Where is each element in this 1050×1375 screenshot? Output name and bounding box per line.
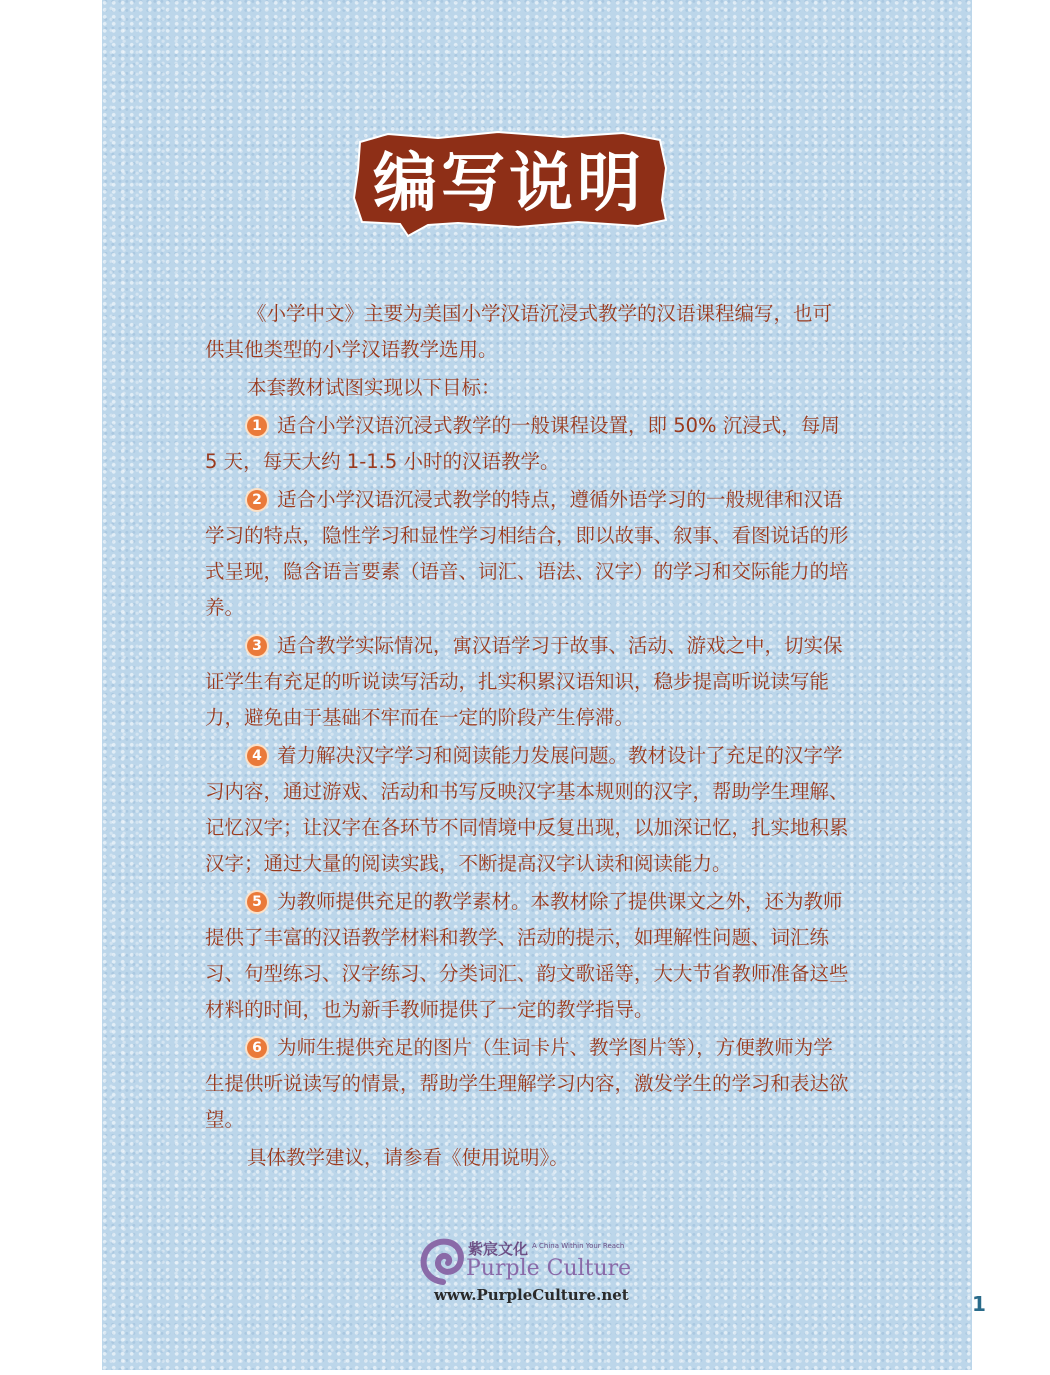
- number-badge-6: 6: [247, 1038, 267, 1058]
- watermark-url: www.PurpleCulture.net: [434, 1286, 629, 1304]
- swirl-logo-icon: [420, 1236, 466, 1286]
- goal-item: [205, 738, 850, 882]
- body-text: [205, 296, 850, 1178]
- goal-item: [205, 884, 850, 1028]
- page-title: 编写说明: [373, 147, 645, 221]
- goals-intro: 本套教材试图实现以下目标：: [247, 376, 501, 399]
- number-badge-1: 1: [247, 416, 267, 436]
- closing-paragraph: 具体教学建议，请参看《使用说明》。: [247, 1146, 569, 1169]
- title-badge: [348, 128, 670, 238]
- number-badge-3: 3: [247, 636, 267, 656]
- number-badge-4: 4: [247, 746, 267, 766]
- goal-item: [205, 1030, 850, 1138]
- goal-text: 为师生提供充足的图片（生词卡片、教学图片等），方便教师为学生提供听说读写的情景，帮助学生理解学习内容，激发学生的学习和表达欲望。: [205, 1036, 849, 1131]
- goal-item: [205, 482, 850, 626]
- page-number: 1: [972, 1292, 986, 1316]
- intro-paragraph: 《小学中文》主要为美国小学汉语沉浸式教学的汉语课程编写，也可供其他类型的小学汉语教学选用。: [205, 302, 833, 361]
- watermark-logo: [420, 1232, 640, 1312]
- goal-text: 着力解决汉字学习和阅读能力发展问题。教材设计了充足的汉字学习内容，通过游戏、活动和书写反映汉字基本规则的汉字，帮助学生理解、记忆汉字；让汉字在各环节不同情境中反复出现，以加深记忆，扎实地积累汉字；通过大量的阅读实践，不断提高汉字认读和阅读能力。: [205, 744, 849, 875]
- watermark-tagline: A China Within Your Reach: [532, 1242, 625, 1250]
- goal-item: [205, 628, 850, 736]
- watermark-cn: 紫宸文化: [468, 1240, 529, 1258]
- goal-text: 适合小学汉语沉浸式教学的一般课程设置，即 50% 沉浸式，每周 5 天，每天大约 1-1.5 小时的汉语教学。: [205, 414, 840, 473]
- goal-text: 为教师提供充足的教学素材。本教材除了提供课文之外，还为教师提供了丰富的汉语教学材料和教学、活动的提示，如理解性问题、词汇练习、句型练习、汉字练习、分类词汇、韵文歌谣等，大大节省教师准备这些材料的时间，也为新手教师提供了一定的教学指导。: [205, 890, 849, 1021]
- goal-text: 适合小学汉语沉浸式教学的特点，遵循外语学习的一般规律和汉语学习的特点，隐性学习和显性学习相结合，即以故事、叙事、看图说话的形式呈现，隐含语言要素（语音、词汇、语法、汉字）的学习和交际能力的培养。: [205, 488, 849, 619]
- goal-text: 适合教学实际情况，寓汉语学习于故事、活动、游戏之中，切实保证学生有充足的听说读写活动，扎实积累汉语知识，稳步提高听说读写能力，避免由于基础不牢而在一定的阶段产生停滞。: [205, 634, 843, 729]
- watermark-en: Purple Culture: [466, 1256, 632, 1281]
- number-badge-5: 5: [247, 892, 267, 912]
- goal-item: [205, 408, 850, 480]
- number-badge-2: 2: [247, 490, 267, 510]
